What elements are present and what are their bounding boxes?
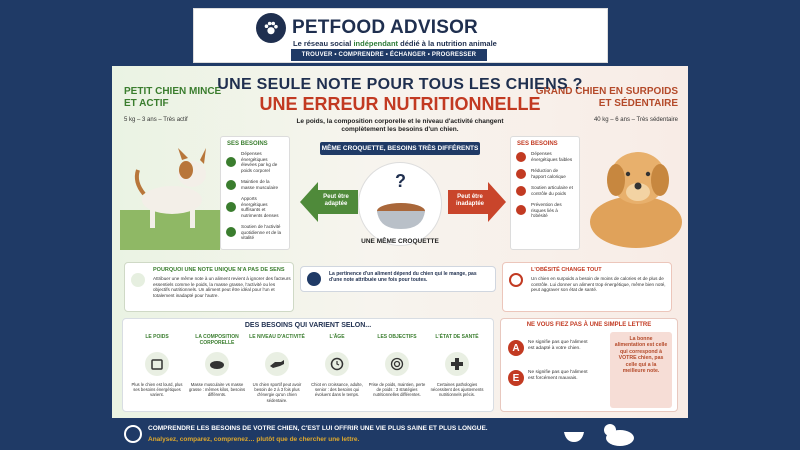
factor-label: LE POIDS [145, 334, 169, 340]
chart-down-icon [516, 152, 526, 162]
needs-vary-title: DES BESOINS QUI VARIENT SELON... [244, 322, 372, 329]
factor-label: L'ÂGE [329, 334, 345, 340]
arrow-right-label: Peut être inadaptée [455, 194, 484, 207]
footer-line-2: Analysez, comparez, comprenez… plutôt que de chercher une lettre. [148, 436, 360, 443]
single-score-text: Attribuer une même note à un aliment revient à ignorer des facteurs essentiels comme le poids, la masse grasse, l'activité ou les objectifs nutritionnels. Un aliment peut être idéal pour l'un et totalement inadapté pour l'autre. [153, 276, 291, 298]
target-icon [385, 352, 409, 376]
dog-silhouette-icon [600, 420, 640, 448]
factor-body-composition [188, 334, 246, 414]
obesity-box [502, 262, 672, 312]
tagline [293, 39, 497, 48]
grade-e-text: Ne signifie pas que l'aliment est forcément mauvais. [528, 370, 588, 381]
svg-text:?: ? [395, 171, 406, 191]
left-needs-title: SES BESOINS [227, 141, 268, 147]
factor-text: Plus le chien est lourd, plus ses besoins énergétiques varient. [131, 382, 183, 398]
left-dog-title-2: ET ACTIF [124, 98, 169, 109]
factor-text: Chiot en croissance, adulte, senior : des besoins qui évoluent dans le temps. [311, 382, 363, 398]
factor-text: Certaines pathologies nécessitent des ajustements nutritionnels précis. [430, 382, 484, 398]
right-need-text: Réduction de l'apport calorique [531, 168, 566, 179]
factor-label: LE NIVEAU D'ACTIVITÉ [249, 334, 305, 340]
factor-health [428, 334, 486, 414]
relevance-text: La pertinence d'un aliment dépend du chien qui le mange, pas d'une note attribuée une fois pour toutes. [329, 271, 477, 283]
scale-icon [145, 352, 169, 376]
arrow-left-label: Peut être adaptée [323, 194, 349, 207]
left-dog-subtitle: 5 kg – 3 ans – Très actif [124, 117, 188, 123]
tagline-emphasis: indépendant [353, 39, 399, 48]
right-need-text: Dépenses énergétiques faibles [531, 151, 573, 162]
heart-icon [516, 205, 526, 215]
right-need-text: Prévention des risques liés à l'obésité [531, 202, 562, 218]
right-need-item [516, 151, 574, 162]
factor-weight [128, 334, 186, 414]
infographic [112, 66, 688, 450]
factor-text: Prise de poids, maintien, perte de poids : 3 stratégies nutritionnelles différentes. [368, 382, 426, 398]
quote-text: La bonne alimentation est celle qui correspond à VOTRE chien, pas celle qui a la meilleure note. [614, 336, 668, 375]
paw-icon [256, 13, 286, 43]
brand-header [193, 8, 608, 63]
medical-cross-icon [445, 352, 469, 376]
right-needs-title: SES BESOINS [517, 141, 558, 147]
left-need-item [226, 196, 284, 218]
right-need-text: Soutien articulaire et contrôle du poids [531, 185, 573, 196]
left-need-text: Apports énergétiques suffisants et nutriments denses [241, 196, 279, 218]
obesity-text: Un chien en surpoids a besoin de moins de calories et de plus de contrôle. Lui donner un aliment trop énergétique, même bien noté, peut aggraver son état de santé. [531, 276, 666, 293]
left-need-item [226, 151, 284, 173]
brand-name: PETFOOD ADVISOR [292, 17, 478, 38]
bowl-icon [562, 424, 586, 444]
kibble-bowl [358, 162, 442, 246]
poster-subtitle: UNE ERREUR NUTRITIONNELLE [259, 94, 541, 114]
left-need-item [226, 224, 284, 241]
footer-line-1: COMPRENDRE LES BESOINS DE VOTRE CHIEN, C'EST LUI OFFRIR UNE VIE PLUS SAINE ET PLUS LONGUE. [148, 425, 488, 432]
left-need-text: Maintien de la masse musculaire [241, 179, 279, 190]
factor-label: LA COMPOSITION CORPORELLE [195, 334, 239, 346]
right-needs-card [510, 136, 580, 250]
factor-label: L'ÉTAT DE SANTÉ [435, 334, 479, 340]
running-dog-icon [226, 227, 236, 237]
lead-text: Le poids, la composition corporelle et le niveau d'activité changent complètement les besoins d'un chien. [296, 118, 504, 133]
grade-a-text: Ne signifie pas que l'aliment est adapté à votre chien. [528, 340, 588, 351]
running-dog-icon [265, 352, 289, 376]
big-dog-illustration [586, 130, 686, 250]
calorie-icon [516, 169, 526, 179]
same-kibble-pill: MÊME CROQUETTE, BESOINS TRÈS DIFFÉRENTS [320, 142, 480, 155]
nutrients-icon [226, 202, 236, 212]
right-need-item [516, 185, 574, 196]
factor-label: LES OBJECTIFS [377, 334, 417, 340]
factor-goals [368, 334, 426, 414]
factor-activity [248, 334, 306, 414]
right-dog-title-2: ET SÉDENTAIRE [598, 98, 678, 109]
left-dog-title-1: PETIT CHIEN MINCE [124, 86, 222, 97]
factor-text: Masse musculaire vs masse grasse : mêmes kilos, besoins différents. [188, 382, 246, 398]
relevance-box [300, 266, 496, 292]
bowl-icon [359, 163, 443, 247]
lightbulb-icon [307, 272, 321, 286]
tagline-post: dédié à la nutrition animale [398, 39, 497, 48]
left-needs-card [220, 136, 290, 250]
letter-grade-title: NE VOUS FIEZ PAS À UNE SIMPLE LETTRE [526, 322, 652, 328]
brand-nav: TROUVER • COMPRENDRE • ÉCHANGER • PROGRESSER [291, 49, 487, 61]
scale-icon [131, 273, 145, 287]
poster-footer [112, 418, 688, 450]
poster-title: UNE SEULE NOTE POUR TOUS LES CHIENS ? [217, 76, 583, 93]
tagline-pre: Le réseau social [293, 39, 354, 48]
right-dog-title-1: GRAND CHIEN EN SURPOIDS [535, 86, 678, 97]
target-icon [124, 425, 142, 443]
right-need-item [516, 168, 574, 179]
dog-silhouette-icon [205, 352, 229, 376]
grade-e-badge: E [508, 370, 524, 386]
small-dog-illustration [120, 130, 220, 250]
gauge-icon [509, 273, 523, 287]
left-need-text: Soutien de l'activité quotidienne et de la vitalité [241, 224, 282, 240]
right-need-item [516, 202, 574, 219]
muscle-icon [226, 180, 236, 190]
energy-icon [226, 157, 236, 167]
quote-card [610, 332, 672, 408]
bowl-label: UNE MÊME CROQUETTE [361, 238, 439, 245]
factor-text: Un chien sportif peut avoir besoin de 2 à 3 fois plus d'énergie qu'un chien sédentaire. [252, 382, 302, 403]
clock-icon [325, 352, 349, 376]
grade-a-badge: A [508, 340, 524, 356]
single-score-box [124, 262, 294, 312]
joint-icon [516, 186, 526, 196]
left-need-item [226, 179, 284, 190]
left-need-text: Dépenses énergétiques élevées par kg de poids corporel [241, 151, 278, 173]
obesity-title: L'OBÉSITÉ CHANGE TOUT [531, 267, 602, 273]
right-dog-subtitle: 40 kg – 6 ans – Très sédentaire [593, 117, 678, 123]
factor-age [308, 334, 366, 414]
single-score-title: POURQUOI UNE NOTE UNIQUE N'A PAS DE SENS [153, 267, 285, 273]
